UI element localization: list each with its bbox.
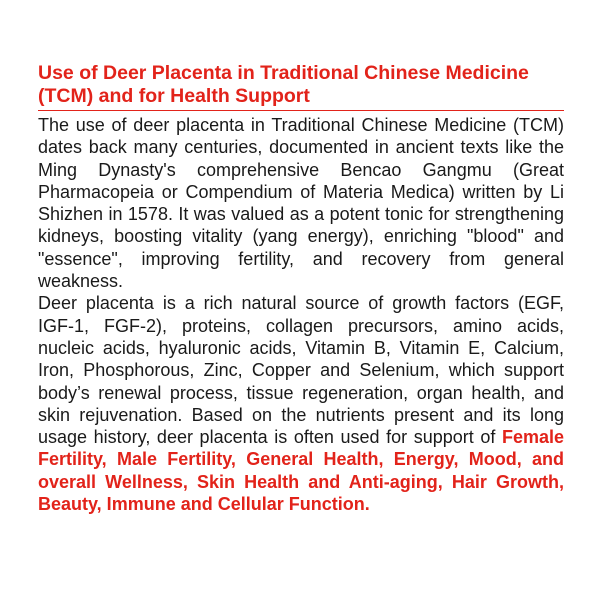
nutrients-paragraph [38,292,564,515]
page-title: Use of Deer Placenta in Traditional Chinese Medicine (TCM) and for Health Support [38,62,529,107]
document-page [38,62,564,515]
health-benefits-highlight: Female Fertility, Male Fertility, General Health, Energy, Mood, and overall Wellness, Skin Health and Anti-aging, Hair Growth, Beauty, Immune and Cellular Function. [38,427,564,515]
tcm-history-paragraph: The use of deer placenta in Traditional Chinese Medicine (TCM) dates back many centuries, documented in ancient texts like the Ming Dynasty's comprehensive Bencao Gangmu (Great Pharmacopeia or Compendium of Materia Medica) written by Li Shizhen in 1578. It was valued as a potent tonic for strengthening kidneys, boosting vitality (yang energy), enriching "blood" and "essence", improving fertility, and recovery from general weakness. [38,115,564,292]
nutrients-text: Deer placenta is a rich natural source of growth factors (EGF, IGF-1, FGF-2), proteins, collagen precursors, amino acids, nucleic acids, hyaluronic acids, Vitamin B, Vitamin E, Calcium, Iron, Phosphorous, Zinc, Copper and Selenium, which support body’s renewal process, tissue regeneration, organ health, and skin rejuvenation. Based on the nutrients present and its long usage history, deer placenta is often used for support of [38,293,564,448]
title-divider [38,110,564,111]
